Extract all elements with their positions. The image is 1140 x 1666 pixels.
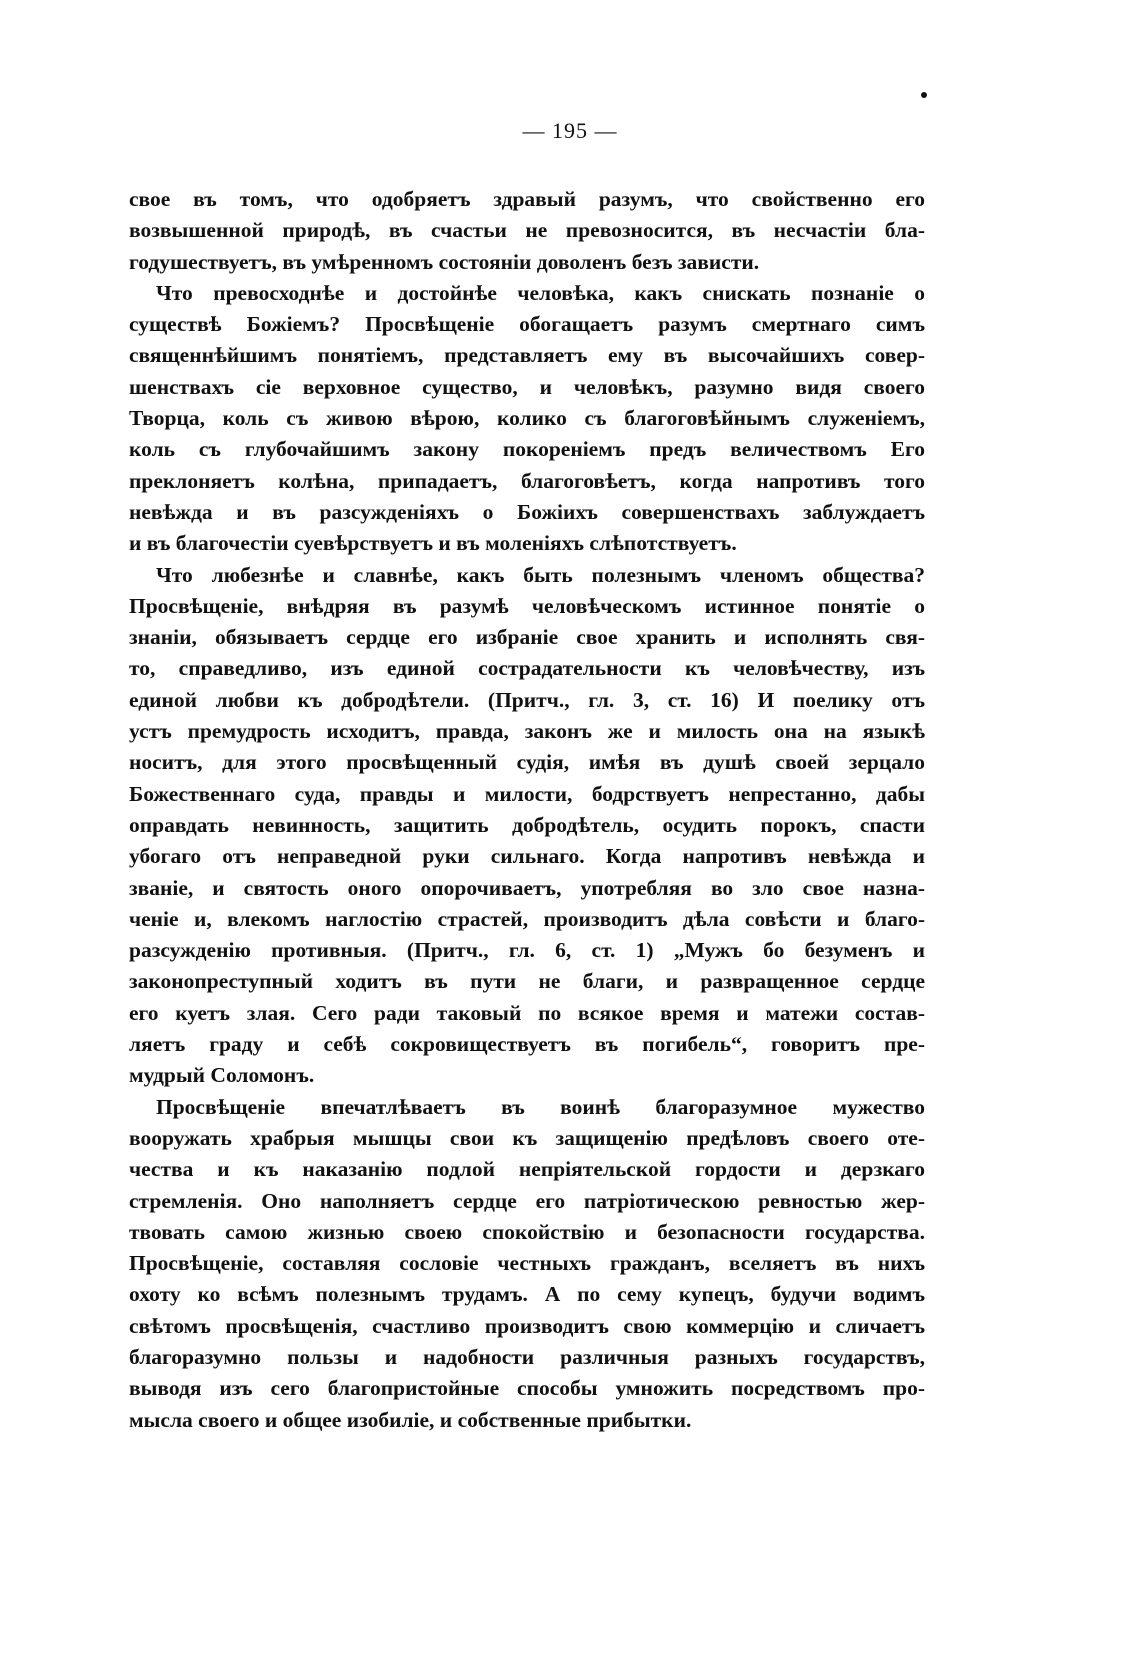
- text-line: Просвѣщеніе впечатлѣваетъ въ воинѣ благоразумное мужество: [156, 1094, 925, 1119]
- text-line: носитъ, для этого просвѣщенный судія, имѣя въ душѣ своей зерцало: [129, 750, 925, 775]
- paragraph: [129, 278, 925, 560]
- ink-dot-mark: [921, 92, 927, 98]
- text-line: чества и къ наказанію подлой непріятельской гордости и дерзкаго: [129, 1157, 925, 1182]
- text-line: годушествуетъ, въ умѣренномъ состояніи доволенъ безъ зависти.: [129, 249, 760, 274]
- text-line: Творца, коль съ живою вѣрою, колико съ благоговѣйнымъ служеніемъ,: [129, 406, 925, 431]
- text-line: возвышенной природѣ, въ счастьи не превозносится, въ несчастіи бла-: [129, 218, 925, 243]
- paragraph: [129, 560, 925, 1092]
- text-line: свѣтомъ просвѣщенія, счастливо производитъ свою коммерцію и сличаетъ: [129, 1313, 925, 1338]
- text-line: Что превосходнѣе и достойнѣе человѣка, какъ снискать познаніе о: [156, 280, 925, 305]
- text-line: знаніи, обязываетъ сердце его избраніе свое хранить и исполнять свя-: [129, 625, 925, 650]
- text-line: и въ благочестіи суевѣрствуетъ и въ моленіяхъ слѣпотствуетъ.: [129, 531, 737, 556]
- text-line: то, справедливо, изъ единой сострадательности къ человѣчеству, изъ: [129, 656, 925, 681]
- text-line: мудрый Соломонъ.: [129, 1063, 315, 1088]
- text-line: стремленія. Оно наполняетъ сердце его патріотическою ревностью жер-: [129, 1188, 925, 1213]
- text-line: Божественнаго суда, правды и милости, бодрствуетъ непрестанно, дабы: [129, 781, 925, 806]
- text-line: его куетъ злая. Сего ради таковый по всякое время и матежи состав-: [129, 1000, 925, 1025]
- body-text: [129, 184, 925, 1436]
- text-line: вооружать храбрыя мышцы свои къ защищенію предѣловъ своего оте-: [129, 1125, 925, 1150]
- text-line: Просвѣщеніе, внѣдряя въ разумѣ человѣческомъ истинное понятіе о: [129, 593, 925, 618]
- text-line: Просвѣщеніе, составляя сословіе честныхъ гражданъ, вселяетъ въ нихъ: [129, 1251, 925, 1276]
- text-line: выводя изъ сего благопристойные способы умножить посредствомъ про-: [129, 1376, 925, 1401]
- text-line: охоту ко всѣмъ полезнымъ трудамъ. А по сему купецъ, будучи водимъ: [129, 1282, 925, 1307]
- page-number: — 195 —: [522, 118, 618, 143]
- text-line: единой любви къ добродѣтели. (Притч., гл. 3, ст. 16) И поелику отъ: [129, 687, 925, 712]
- paragraph: [129, 184, 925, 278]
- text-line: преклоняетъ колѣна, припадаетъ, благоговѣетъ, когда напротивъ того: [129, 468, 925, 493]
- text-line: священнѣйшимъ понятіемъ, представляетъ ему въ высочайшихъ совер-: [129, 343, 925, 368]
- text-line: ченіе и, влекомъ наглостію страстей, производитъ дѣла совѣсти и благо-: [129, 906, 925, 931]
- text-line: устъ премудрость исходитъ, правда, законъ же и милость она на языкѣ: [129, 719, 925, 744]
- text-line: свое въ томъ, что одобряетъ здравый разумъ, что свойственно его: [129, 187, 925, 211]
- text-line: званіе, и святость оного опорочиваетъ, употребляя во зло свое назна-: [129, 875, 925, 900]
- text-line: коль съ глубочайшимъ закону покореніемъ предъ величествомъ Его: [129, 437, 925, 462]
- text-line: разсужденію противныя. (Притч., гл. 6, ст. 1) „Мужъ бо безуменъ и: [129, 938, 925, 963]
- text-line: убогаго отъ неправедной руки сильнаго. Когда напротивъ невѣжда и: [129, 844, 925, 869]
- text-line: шенствахъ сіе верховное существо, и человѣкъ, разумно видя своего: [129, 374, 925, 399]
- text-line: Что любезнѣе и славнѣе, какъ быть полезнымъ членомъ общества?: [156, 562, 925, 587]
- paragraph: [129, 1092, 925, 1436]
- text-line: оправдать невинность, защитить добродѣтель, осудить порокъ, спасти: [129, 812, 925, 837]
- text-line: существѣ Божіемъ? Просвѣщеніе обогащаетъ разумъ смертнаго симъ: [129, 312, 925, 337]
- text-line: твовать самою жизнью своею спокойствію и безопасности государства.: [129, 1219, 925, 1244]
- text-line: благоразумно пользы и надобности различныя разныхъ государствъ,: [129, 1344, 925, 1369]
- text-line: невѣжда и въ разсужденіяхъ о Божіихъ совершенствахъ заблуждаетъ: [129, 499, 925, 524]
- text-line: законопреступный ходитъ въ пути не благи, и развращенное сердце: [129, 969, 925, 994]
- text-line: мысла своего и общее изобиліе, и собственные прибытки.: [129, 1407, 692, 1432]
- text-line: ляетъ граду и себѣ сокровиществуетъ въ погибель“, говоритъ пре-: [129, 1032, 925, 1057]
